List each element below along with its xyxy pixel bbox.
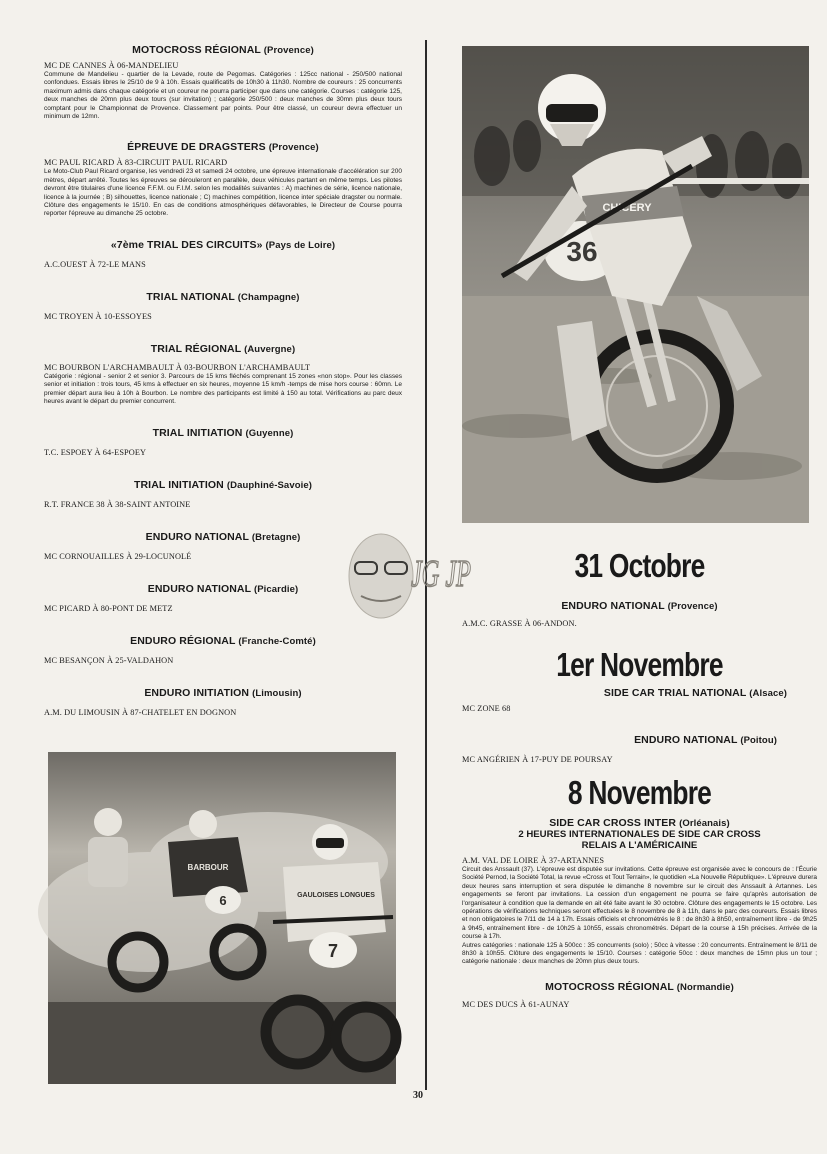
club-line-grasse: A.M.C. GRASSE À 06-ANDON. [462,619,577,628]
section-title-sidecar-cross: SIDE CAR CROSS INTER (Orléanais) [549,817,730,829]
section-title-motocross-normandie: MOTOCROSS RÉGIONAL (Normandie) [545,980,734,993]
club-line-zone68: MC ZONE 68 [462,704,511,713]
section-title: TRIAL NATIONAL (Champagne) [146,290,300,303]
photo-sidecar-race-image [48,752,396,1084]
section-title-enduro-poitou: ENDURO NATIONAL (Poitou) [634,734,777,746]
section-title: TRIAL INITIATION (Dauphiné-Savoie) [133,478,312,491]
event-trial-champagne [44,291,402,321]
section-title: TRIAL INITIATION (Guyenne) [152,426,294,439]
event-description-sidecar-other: Autres catégories : nationale 125 à 500cc : 35 concurrents (solo) ; 50cc à vitesse : 20 concurrents. Entraînement le 8/11 de 8h30 à 10h55. Clôture des engagements le 15/10. Courses : catégorie 50cc : deux manches de 15mn plus un tour ; catégorie nationale : deux manches de 20mn plus deux tours. [462,941,817,966]
event-description: Le Moto-Club Paul Ricard organise, les vendredi 23 et samedi 24 octobre, une épreuve internationale d'accélération sur 200 mètres, départ arrêté. Toutes les épreuves se dérouleront en parallèle, deux véhicules partant en même temps. Les pilotes devront être titulaires d'une licence F.F.M. ou F.I.M. selon les modalités suivantes : A) machines de série, licence nationale, licence à la journée ; B) silhouettes, licence nationale ; C) machines compétition, licence inter spéciale dragster ou normale. Clôture des engagements le 15/10. En cas de conditions atmosphériques défavorables, le Directeur de Course pourra reporter l'épreuve au dimanche 25 octobre. [44,168,402,218]
logo-letters: JG JP [411,553,471,595]
event-trial-dauphine [44,479,402,509]
section-title: ÉPREUVE DE DRAGSTERS (Provence) [127,141,319,154]
club-line-ducs: MC DES DUCS À 61-AUNAY [462,999,570,1009]
section-title: ENDURO NATIONAL (Bretagne) [145,530,301,543]
event-motocross-provence [44,44,402,121]
date-heading-nov8: 8 Novembre [567,774,712,811]
club-line-angerien: MC ANGÉRIEN À 17-PUY DE POURSAY [462,755,613,764]
bike-number-plate-text: 36 [566,236,598,267]
event-description: Catégorie : régional - senior 2 et senior 3. Parcours de 15 kms fléchés comprenant 15 zones «non stop». Pour les classes senior et initiation : trois tours, 45 kms à effectuer en six heures, moyenne 15 km/h -temps de mise hors course : 60mn. Le premier départ aura lieu à 10h à Bourbon. Le nombre des participants est limité à 150 au total. Vérifications au parc deux heures avant le départ du premier concurrent. [44,372,402,406]
event-description-sidecar: Circuit des Anssault (37). L'épreuve est disputée sur invitations. Cette épreuve est organisée avec le concours de : l'Écurie Société Pernod, la Société Total, la revue «Cross et Tout Terrain», le quotidien «La Nouvelle République». L'épreuve durera deux heures sans interruption et sera disputée le dimanche 8 novembre sur le circuit des Anssault à Artannes. Les engagements se feront par invitations. La cession d'un engagement ne pourra se faire qu'après autorisation de l'organisateur à condition que la demande en ait été faite avant le 30 octobre. Clôture des engagements le 15 octobre. Les opérations de vérifications techniques seront effectuées le 8 novembre de 8 à 11h, dans le parc des coureurs. Essais libres et non obligatoires le 7/11 de 14 à 17h. Essais officiels et chronométrés le 8 : de 8h30 à 8h50, entraînement libre - de 9h25 à 9h45, entraînement libre - de 10h25 à 10h55, essais chronométrés. Départ de la course à 15h précises. Arrivée de la course à 17h. [462,866,817,941]
date-heading-oct31: 31 Octobre [574,547,705,584]
club-line: MC BOURBON L'ARCHAMBAULT À 03-BOURBON L'ARCHAMBAULT [44,362,311,372]
section-title-enduro-provence: ENDURO NATIONAL (Provence) [561,600,718,612]
section-title: ENDURO RÉGIONAL (Franche-Comté) [130,634,316,647]
club-line: MC CORNOUAILLES À 29-LOCUNOLÉ [44,551,192,561]
event-enduro-limousin [44,687,402,717]
rider-shirt-text: CHICERY [602,202,652,214]
club-line: A.C.OUEST À 72-LE MANS [44,259,146,269]
portrait-logo [343,528,478,628]
event-trial-guyenne [44,427,402,457]
event-description: Commune de Mandelieu - quartier de la Levade, route de Pegomas. Catégories : 125cc national - 250/500 national confondues. Essais libres le 25/10 de 9 à 10h. Essais qualificatifs de 10h30 à 11h30. Nombre de coureurs : 25 concurrents maximum admis dans chaque catégorie et un coureur ne pourra participer que dans une catégorie. Courses : catégorie 125, deux manches de 20mn plus deux tours (sur invitation) ; catégorie 250/500 : deux manches de 30mn plus deux tours comptant pour le Championnat de Provence. Classement par points. Pour être classé, un coureur devra effectuer un minimum de 12mn. [44,71,402,121]
event-trial-circuits [44,239,402,269]
club-line: MC DE CANNES À 06-MANDELIEU [44,61,179,70]
photo-motocross-rider [462,46,809,523]
section-title: MOTOCROSS RÉGIONAL (Provence) [132,44,314,56]
portrait-logo-image [343,528,478,623]
event-trial-auvergne [44,343,402,407]
club-line: MC PICARD À 80-PONT DE METZ [44,603,173,613]
section-title: ENDURO INITIATION (Limousin) [144,686,302,699]
left-column [44,44,402,734]
club-line: MC BESANÇON À 25-VALDAHON [44,655,174,665]
right-bike-number: 7 [327,941,339,961]
event-dragsters-provence [44,141,402,218]
club-line: A.M. DU LIMOUSIN À 87-CHATELET EN DOGNON [44,707,237,717]
subtitle-2h-internationales: 2 HEURES INTERNATIONALES DE SIDE CAR CROSS [518,829,761,840]
section-title: ENDURO NATIONAL (Picardie) [147,582,299,595]
page-number: 30 [413,1090,423,1101]
section-title-sidecar-trial: SIDE CAR TRIAL NATIONAL (Alsace) [603,687,787,699]
club-line: R.T. FRANCE 38 À 38-SAINT ANTOINE [44,499,191,509]
photo-motocross-rider-image [462,46,809,523]
subtitle-relais: RELAIS A L'AMÉRICAINE [581,840,698,851]
event-enduro-franche-comte [44,635,402,665]
left-rider-shirt-text: BARBOUR [187,863,229,872]
right-column [462,548,817,1010]
club-line-val-de-loire: A.M. VAL DE LOIRE À 37-ARTANNES [462,856,605,865]
club-line: MC PAUL RICARD À 83-CIRCUIT PAUL RICARD [44,158,228,168]
section-title: «7ème TRIAL DES CIRCUITS» (Pays de Loire) [110,238,336,251]
right-rider-shirt-text: GAULOISES LONGUES [297,892,375,899]
left-bike-number: 6 [219,893,227,908]
date-heading-nov1: 1er Novembre [556,646,723,683]
club-line: MC TROYEN À 10-ESSOYES [44,311,152,321]
section-title: TRIAL RÉGIONAL (Auvergne) [150,342,296,355]
photo-sidecar-race [48,752,396,1084]
club-line: T.C. ESPOEY À 64-ESPOEY [44,447,147,457]
